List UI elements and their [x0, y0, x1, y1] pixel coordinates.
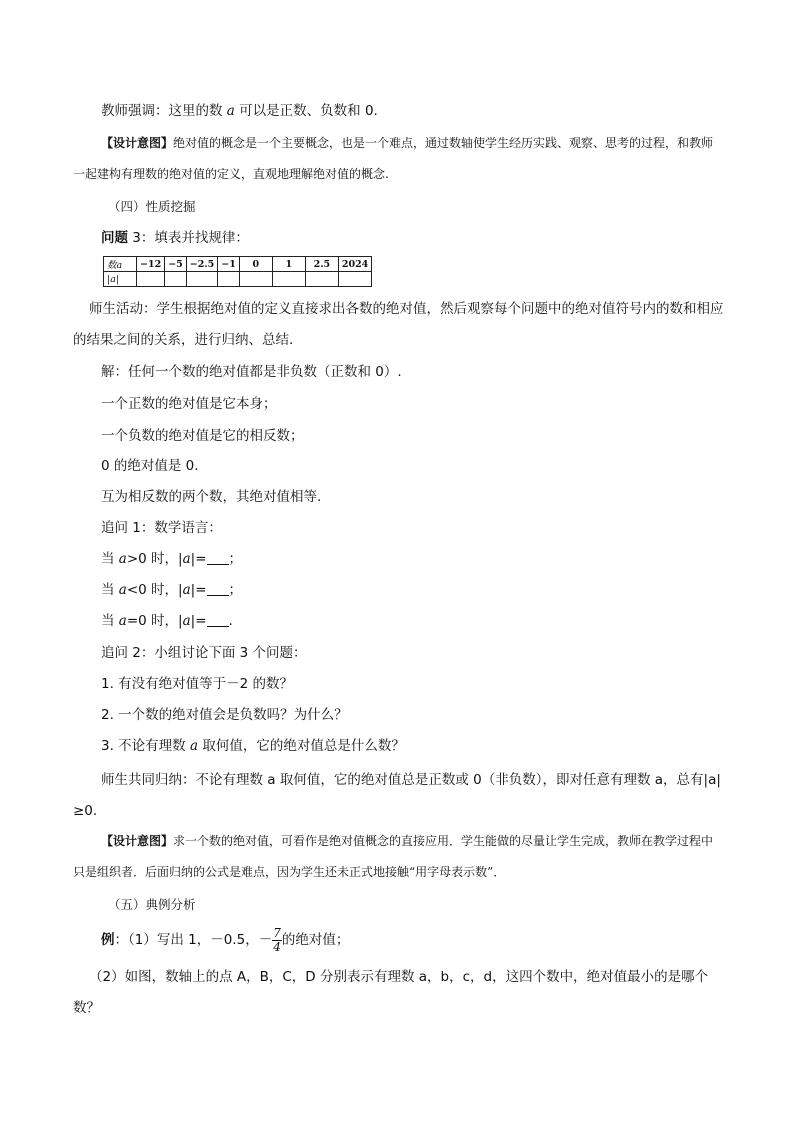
variable-a: a — [118, 613, 127, 629]
table-cell-empty — [305, 272, 338, 287]
variable-a: a — [182, 551, 191, 567]
table-row — [104, 272, 372, 287]
design-intent-label: 【设计意图】 — [101, 136, 174, 150]
table-header-cell: 数a — [104, 257, 137, 272]
case-text: 当 — [101, 582, 119, 598]
table-cell: −1 — [218, 257, 240, 272]
case-positive — [101, 549, 242, 569]
question-label: 问题 — [101, 230, 128, 246]
discussion-question-3 — [101, 736, 405, 756]
table-cell-empty — [272, 272, 305, 287]
table-cell-empty — [186, 272, 218, 287]
variable-a: a — [182, 582, 191, 598]
case-text: >0 时，| — [126, 551, 183, 567]
case-text: |= — [190, 613, 207, 629]
variable-a: a — [118, 551, 127, 567]
table-cell-empty — [239, 272, 272, 287]
table-cell: 2.5 — [305, 257, 338, 272]
fraction-seven-fourths — [272, 927, 282, 954]
example-text: ：（1）写出 1，－0.5，－ — [114, 932, 273, 948]
case-zero — [101, 611, 233, 631]
solution-line-2: 一个正数的绝对值是它本身； — [101, 396, 277, 412]
question-3 — [101, 228, 249, 248]
table-cell: 0 — [239, 257, 272, 272]
case-negative — [101, 580, 242, 600]
design-intent-2 — [73, 826, 725, 888]
design-intent-text: 求一个数的绝对值，可看作是绝对值概念的直接应用．学生能做的尽量让学生完成，教师在教学过程中只是组织者．后面归纳的公式是难点，因为学生还未正式地接触“用字母表示数”． — [73, 834, 714, 879]
answer-blank[interactable] — [207, 552, 229, 565]
solution-line-4: 0 的绝对值是 0. — [101, 458, 199, 474]
fraction-numerator: 7 — [273, 925, 281, 940]
solution-line-1: 解：任何一个数的绝对值都是非负数（正数和 0）. — [101, 364, 402, 380]
summary-paragraph: 师生共同归纳：不论有理数 a 取何值，它的绝对值总是正数或 0（非负数），即对任意有理数 a，总有|a|≥0. — [73, 772, 721, 819]
variable-a: a — [182, 613, 191, 629]
follow-up-1: 追问 1：数学语言： — [101, 520, 222, 536]
case-text: |= — [190, 582, 207, 598]
design-intent-text: 绝对值的概念是一个主要概念，也是一个难点，通过数轴使学生经历实践、观察、思考的过程，和教师一起建构有理数的绝对值的定义，直观地理解绝对值的概念. — [73, 136, 714, 181]
table-cell: −5 — [165, 257, 187, 272]
fraction-denominator: 4 — [273, 939, 281, 954]
answer-blank[interactable] — [207, 583, 229, 596]
variable-a: a — [189, 738, 199, 754]
question-text: 3. 不论有理数 — [101, 738, 190, 754]
question-text: 3：填表并找规律： — [128, 230, 249, 246]
answer-blank[interactable] — [207, 614, 229, 627]
table-cell: −2.5 — [186, 257, 218, 272]
table-cell-empty — [137, 272, 165, 287]
question-text: 取何值，它的绝对值总是什么数？ — [198, 738, 405, 754]
table-cell: 2024 — [338, 257, 371, 272]
example-label: 例 — [101, 932, 115, 948]
table-cell-empty — [218, 272, 240, 287]
follow-up-2: 追问 2：小组讨论下面 3 个问题： — [101, 645, 307, 661]
case-text: ； — [228, 551, 243, 567]
design-intent-1 — [73, 128, 725, 190]
case-text: ； — [228, 582, 243, 598]
table-header-cell: |a| — [104, 272, 137, 287]
example-part-2: （2）如图，数轴上的点 A，B，C，D 分别表示有理数 a，b，c，d，这四个数中，绝对值最小的是哪个数？ — [73, 969, 709, 1016]
emphasis-text-tail: 可以是正数、负数和 0. — [234, 103, 378, 119]
variable-a: a — [118, 582, 127, 598]
table-cell-empty — [338, 272, 371, 287]
section-heading-5: （五）典例分析 — [108, 897, 196, 912]
discussion-question-2: 2. 一个数的绝对值会是负数吗？为什么？ — [101, 707, 348, 723]
absolute-value-table — [103, 256, 372, 287]
case-text: 当 — [101, 613, 119, 629]
solution-line-3: 一个负数的绝对值是它的相反数； — [101, 428, 304, 444]
case-text: <0 时，| — [126, 582, 183, 598]
teacher-student-activity: 师生活动：学生根据绝对值的定义直接求出各数的绝对值，然后观察每个问题中的绝对值符号内的数和相应的结果之间的关系，进行归纳、总结. — [73, 301, 724, 348]
section-heading-4: （四）性质挖掘 — [108, 199, 196, 214]
solution-line-5: 互为相反数的两个数，其绝对值相等. — [101, 489, 322, 505]
emphasis-text: 教师强调：这里的数 — [101, 103, 227, 119]
example-part-1 — [101, 926, 349, 954]
case-text: . — [228, 613, 233, 629]
table-cell: 1 — [272, 257, 305, 272]
case-text: 当 — [101, 551, 119, 567]
table-cell-empty — [165, 272, 187, 287]
variable-a: a — [226, 103, 235, 119]
design-intent-label: 【设计意图】 — [101, 834, 174, 848]
example-text: 的绝对值； — [281, 932, 350, 948]
discussion-question-1: 1. 有没有绝对值等于－2 的数？ — [101, 676, 294, 692]
table-row — [104, 257, 372, 272]
case-text: |= — [190, 551, 207, 567]
table-cell: −12 — [137, 257, 165, 272]
teacher-emphasis — [101, 101, 378, 121]
case-text: =0 时，| — [126, 613, 183, 629]
